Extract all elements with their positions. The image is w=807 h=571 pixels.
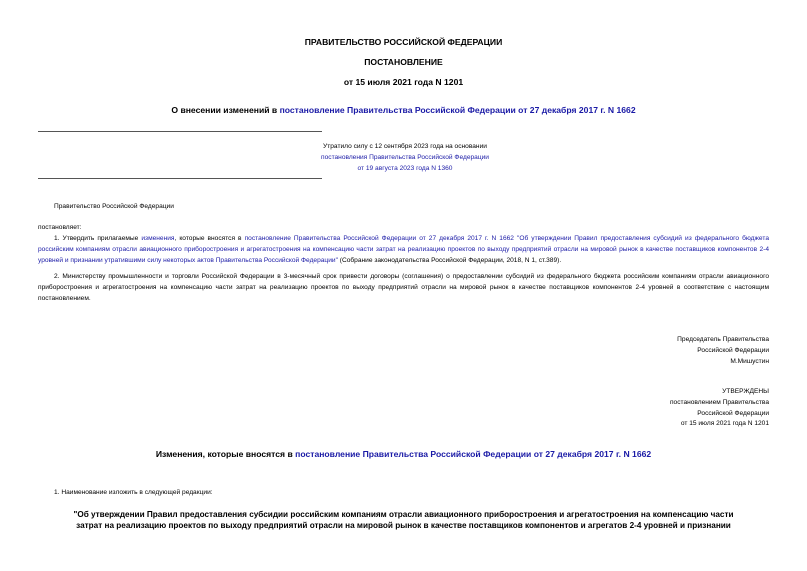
- changes-link[interactable]: изменения: [141, 235, 175, 242]
- signature-country: Российской Федерации: [697, 346, 769, 354]
- approved-date: от 15 июля 2021 года N 1201: [680, 420, 769, 428]
- government-reference: Правительство Российской Федерации: [54, 203, 174, 210]
- document-date: от 15 июля 2021 года N 1201: [343, 77, 464, 87]
- amended-decree-full-link[interactable]: постановление Правительства Российской Федерации от 27 декабря 2017 г. N 1662 "Об утверждении Правил предоставления субсидий из федерального бюджета российским компаниям отрасли авиационного приборостроения и агрегатостроения на компенсацию части затрат на реализацию проектов по выходу предприятий отрасли на мировой рынок в качестве поставщиков компонентов 2-4 уровней и признании утратившими силу некоторых актов Правительства Российской Федерации": [38, 235, 769, 264]
- repealing-decree-date-link[interactable]: от 19 августа 2023 года N 1360: [357, 164, 453, 172]
- paragraph-1-text-a: 1. Утвердить прилагаемые: [54, 235, 142, 242]
- item-1: 1. Наименование изложить в следующей редакции:: [54, 489, 213, 496]
- government-heading: ПРАВИТЕЛЬСТВО РОССИЙСКОЙ ФЕДЕРАЦИИ: [304, 37, 503, 47]
- paragraph-1-text-b: , которые вносятся в: [174, 235, 245, 242]
- approved-word: УТВЕРЖДЕНЫ: [722, 388, 769, 395]
- title-amended-decree-link[interactable]: постановление Правительства Российской Федерации от 27 декабря 2017 г. N 1662: [279, 105, 636, 115]
- paragraph-1-text-c: (Собрание законодательства Российской Федерации, 2018, N 1, ст.389).: [337, 256, 562, 264]
- quoted-title: [30, 509, 777, 531]
- quoted-title-line-2: затрат на реализацию проектов по выходу предприятий отрасли на мировой рынок в качестве поставщиков компонентов и агрегатов 2-4 уровней и признании: [76, 521, 731, 530]
- divider-bottom: [38, 178, 322, 179]
- approved-block: [500, 387, 769, 430]
- quoted-title-line-1: "Об утверждении Правил предоставления субсидии российским компаниям отрасли авиационного приборостроения и агрегатостроения на компенсацию части: [73, 510, 734, 519]
- signature-name: М.Мишустин: [730, 357, 769, 365]
- paragraph-2: 2. Министерству промышленности и торговли Российской Федерации в 3-месячный срок привести договоры (соглашения) о предоставлении субсидий из федерального бюджета российским компаниям отрасли авиационного приборостроения и агрегатостроения на компенсацию части затрат на реализацию проектов по выходу предприятий отрасли на мировой рынок в качестве поставщиков компонентов 2-4 уровней в соответствие с настоящим постановлением.: [38, 273, 769, 302]
- status-note: [260, 142, 550, 174]
- signature-block: [500, 335, 769, 367]
- changes-heading: [0, 449, 807, 459]
- signature-position: Председатель Правительства: [677, 336, 769, 343]
- repealing-decree-link[interactable]: постановления Правительства Российской Федерации: [321, 153, 489, 161]
- changes-heading-decree-link[interactable]: постановление Правительства Российской Федерации от 27 декабря 2017 г. N 1662: [295, 449, 652, 459]
- status-note-line: Утратило силу с 12 сентября 2023 года на основании: [323, 143, 487, 150]
- title-prefix: О внесении изменений в: [171, 105, 280, 115]
- decrees-word: постановляет:: [38, 224, 82, 231]
- divider-top: [38, 131, 322, 132]
- paragraph-1: [38, 234, 769, 266]
- changes-heading-prefix: Изменения, которые вносятся в: [155, 449, 296, 459]
- approved-by: постановлением Правительства: [669, 398, 769, 406]
- approved-country: Российской Федерации: [697, 409, 769, 417]
- document-type-heading: ПОСТАНОВЛЕНИЕ: [364, 57, 443, 67]
- document-title: [0, 105, 807, 115]
